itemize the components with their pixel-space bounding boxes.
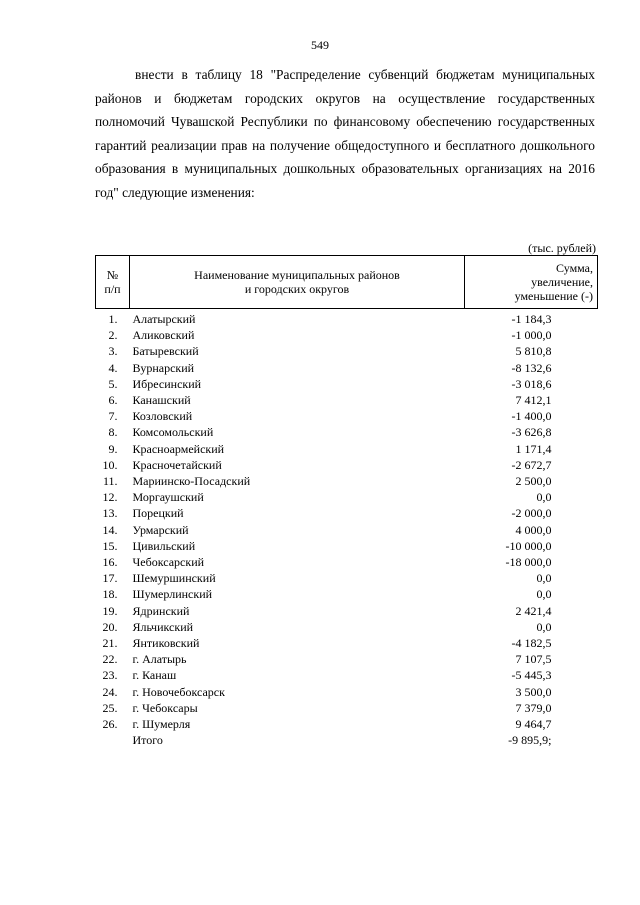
row-name: Козловский	[132, 409, 193, 424]
subvention-changes-table	[95, 255, 598, 748]
header-number-line1: №	[106, 268, 119, 282]
table-row	[96, 522, 598, 538]
row-sum: 0,0	[536, 587, 552, 602]
row-name: Вурнарский	[132, 360, 195, 375]
row-name: Моргаушский	[132, 490, 204, 505]
row-number: 8.	[108, 425, 118, 440]
row-name: Ибресинский	[132, 376, 202, 391]
row-name: Мариинско-Посадский	[132, 474, 251, 489]
row-sum: -3 018,6	[511, 376, 552, 391]
table-row	[96, 360, 598, 376]
header-sum-line3: уменьшение (-)	[514, 289, 593, 303]
total-row	[96, 732, 598, 748]
row-sum: 5 810,8	[515, 344, 552, 359]
row-sum: 2 421,4	[515, 603, 552, 618]
row-number: 20.	[102, 619, 118, 634]
header-sum	[465, 256, 598, 309]
row-number: 13.	[102, 506, 118, 521]
table-row	[96, 570, 598, 586]
page-number: 549	[311, 38, 329, 52]
row-number: 4.	[108, 360, 118, 375]
table-row	[96, 473, 598, 489]
total-sum: -9 895,9;	[508, 733, 552, 748]
table-row	[96, 635, 598, 651]
row-name: Шемуршинский	[132, 571, 216, 586]
row-number: 9.	[108, 441, 118, 456]
row-sum: 7 412,1	[515, 393, 552, 408]
row-name: Цивильский	[132, 538, 196, 553]
table-row	[96, 586, 598, 602]
table-row	[96, 408, 598, 424]
row-sum: 3 500,0	[515, 684, 552, 699]
table-row	[96, 619, 598, 635]
row-sum: -10 000,0	[505, 538, 552, 553]
row-name: Янтиковский	[132, 636, 200, 651]
row-number: 10.	[102, 457, 118, 472]
header-number	[96, 256, 130, 309]
table-row	[96, 538, 598, 554]
row-name: Алатырский	[132, 312, 196, 326]
row-number: 25.	[102, 700, 118, 715]
row-name: Батыревский	[132, 344, 199, 359]
row-name: г. Чебоксары	[132, 700, 198, 715]
row-name: Красноармейский	[132, 441, 225, 456]
table-body	[96, 309, 598, 749]
table-row	[96, 424, 598, 440]
header-name	[130, 256, 465, 309]
table-row	[96, 554, 598, 570]
row-name: Красночетайский	[132, 457, 222, 472]
table-row	[96, 505, 598, 521]
total-label: Итого	[132, 733, 163, 748]
row-sum: -2 000,0	[511, 506, 552, 521]
row-number: 15.	[102, 538, 118, 553]
row-sum: 0,0	[536, 490, 552, 505]
table-row	[96, 700, 598, 716]
row-name: Аликовский	[132, 328, 195, 343]
row-sum: 7 107,5	[515, 652, 552, 667]
row-sum: -18 000,0	[505, 555, 552, 570]
table-header-row	[96, 256, 598, 309]
row-number: 24.	[102, 684, 118, 699]
table-row	[96, 716, 598, 732]
table-row	[96, 392, 598, 408]
intro-paragraph: внести в таблицу 18 "Распределение субвенций бюджетам муниципальных районов и бюджетам городских округов на осуществление государственных полномочий Чувашской Республики по финансовому обеспечению государственных гарантий реализации прав на получение общедоступного и бесплатного дошкольного образования в муниципальных дошкольных образовательных организациях на 2016 год" следующие изменения:	[95, 67, 595, 200]
row-name: г. Канаш	[132, 668, 177, 683]
row-number: 19.	[102, 603, 118, 618]
row-sum: 9 464,7	[515, 717, 552, 732]
row-sum: -3 626,8	[511, 425, 552, 440]
row-number: 14.	[102, 522, 118, 537]
subvention-table-container	[95, 255, 597, 748]
header-sum-line1: Сумма,	[556, 261, 593, 275]
row-sum: 0,0	[536, 619, 552, 634]
row-name: г. Новочебоксарск	[132, 684, 225, 699]
row-number: 22.	[102, 652, 118, 667]
row-sum: 1 171,4	[515, 441, 552, 456]
row-number: 6.	[108, 393, 118, 408]
row-sum: 0,0	[536, 571, 552, 586]
row-number: 7.	[108, 409, 118, 424]
row-name: Яльчикский	[132, 619, 194, 634]
row-number: 18.	[102, 587, 118, 602]
row-number: 21.	[102, 636, 118, 651]
row-name: г. Шумерля	[132, 717, 191, 732]
header-sum-line2: увеличение,	[531, 275, 593, 289]
row-number: 3.	[108, 344, 118, 359]
row-name: Порецкий	[132, 506, 184, 521]
row-number: 1.	[108, 312, 118, 326]
row-name: г. Алатырь	[132, 652, 187, 667]
row-number: 11.	[102, 474, 118, 489]
table-row	[96, 684, 598, 700]
table-header	[96, 256, 598, 309]
row-number: 5.	[108, 376, 118, 391]
row-sum: -1 000,0	[511, 328, 552, 343]
total-number	[96, 732, 130, 748]
table-row	[96, 376, 598, 392]
row-sum: 2 500,0	[515, 474, 552, 489]
row-name: Урмарский	[132, 522, 189, 537]
row-name: Ядринский	[132, 603, 190, 618]
row-name: Комсомольский	[132, 425, 214, 440]
table-row	[96, 667, 598, 683]
row-number: 23.	[102, 668, 118, 683]
row-sum: -8 132,6	[511, 360, 552, 375]
row-sum: -1 184,3	[511, 312, 552, 326]
row-sum: -1 400,0	[511, 409, 552, 424]
units-label: (тыс. рублей)	[528, 241, 596, 255]
table-row	[96, 343, 598, 359]
header-number-line2: п/п	[104, 282, 121, 296]
table-row	[96, 327, 598, 343]
table-row	[96, 457, 598, 473]
row-sum: -2 672,7	[511, 457, 552, 472]
table-row	[96, 651, 598, 667]
header-name-line2: и городских округов	[244, 282, 350, 296]
row-sum: -5 445,3	[511, 668, 552, 683]
row-sum: 7 379,0	[515, 700, 552, 715]
table-row	[96, 489, 598, 505]
row-name: Канашский	[132, 393, 191, 408]
row-number: 17.	[102, 571, 118, 586]
row-name: Чебоксарский	[132, 555, 205, 570]
row-name: Шумерлинский	[132, 587, 213, 602]
row-number: 16.	[102, 555, 118, 570]
header-name-line1: Наименование муниципальных районов	[194, 268, 400, 282]
row-number: 2.	[108, 328, 118, 343]
table-row	[96, 603, 598, 619]
table-row	[96, 441, 598, 457]
table-row	[96, 309, 598, 328]
row-number: 12.	[102, 490, 118, 505]
row-sum: 4 000,0	[515, 522, 552, 537]
row-sum: -4 182,5	[511, 636, 552, 651]
row-number: 26.	[102, 717, 118, 732]
